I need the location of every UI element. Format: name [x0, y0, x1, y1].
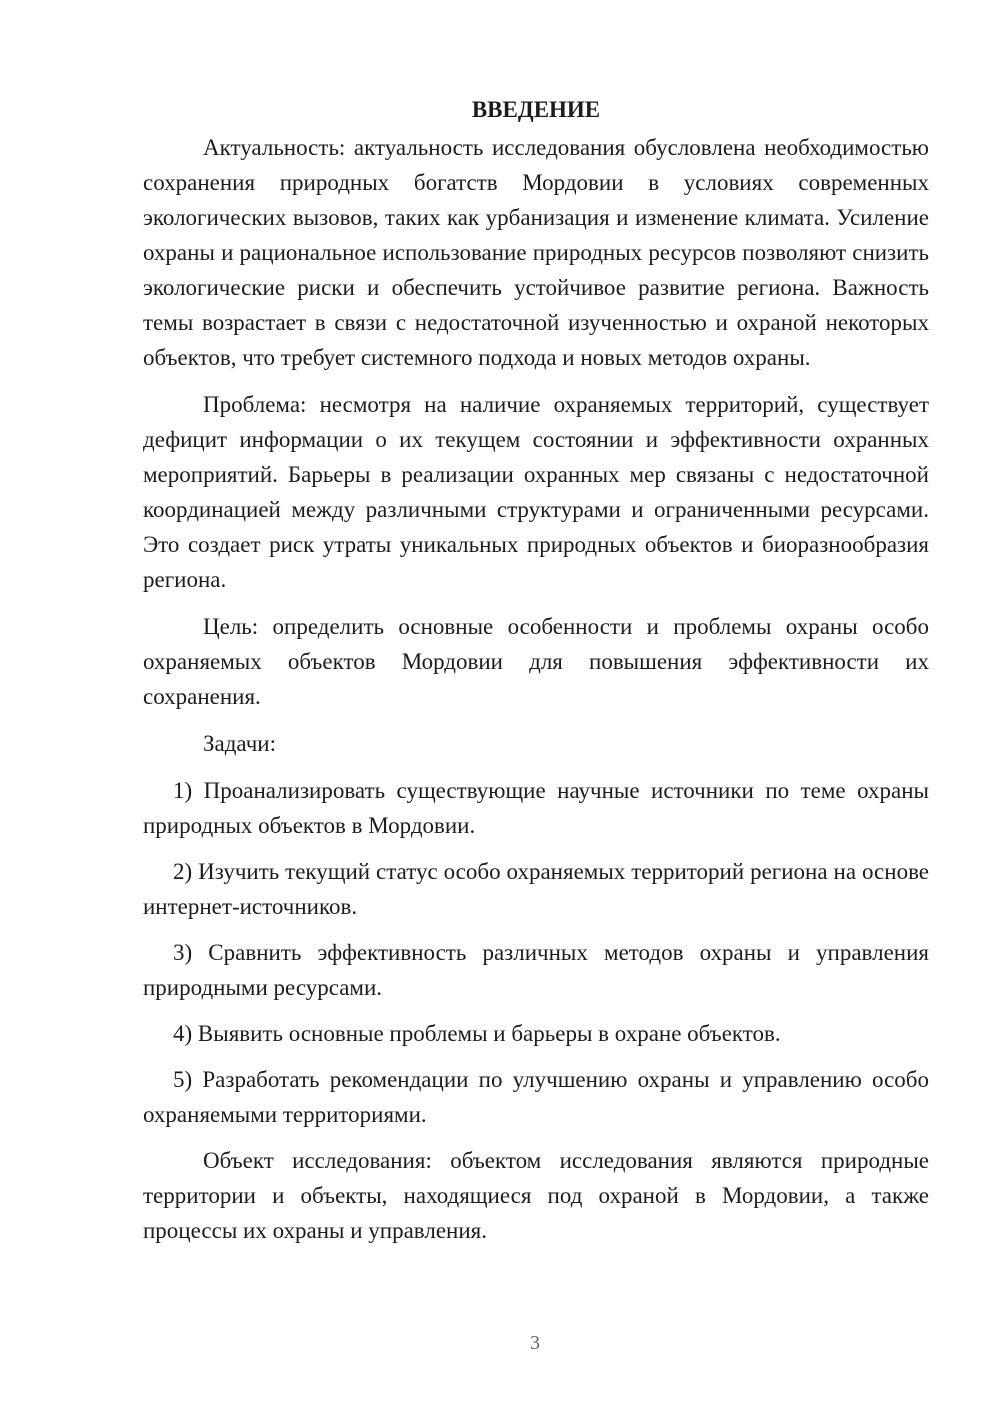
task-item-2: 2) Изучить текущий статус особо охраняемых территорий региона на основе интернет-источников.: [143, 859, 929, 919]
tasks-heading: Задачи:: [203, 731, 276, 756]
task-item-5: 5) Разработать рекомендации по улучшению охраны и управлению особо охраняемыми территориями.: [143, 1067, 929, 1127]
page-number: 3: [530, 1332, 540, 1354]
paragraph-object: Объект исследования: объектом исследования являются природные территории и объекты, находящиеся под охраной в Мордовии, а также процессы их охраны и управления.: [143, 1148, 929, 1243]
paragraph-goal: Цель: определить основные особенности и проблемы охраны особо охраняемых объектов Мордовии для повышения эффективности их сохранения.: [143, 614, 929, 709]
section-title: ВВЕДЕНИЕ: [471, 97, 601, 122]
paragraph-relevance: Актуальность: актуальность исследования обусловлена необходимостью сохранения природных богатств Мордовии в условиях современных экологических вызовов, таких как урбанизация и изменение климата. Усиление охраны и рациональное использование природных ресурсов позволяют снизить экологические риски и обеспечить устойчивое развитие региона. Важность темы возрастает в связи с недостаточной изученностью и охраной некоторых объектов, что требует системного подхода и новых методов охраны.: [143, 135, 929, 370]
page-content: [143, 95, 929, 1260]
paragraph-problem: Проблема: несмотря на наличие охраняемых территорий, существует дефицит информации о их текущем состоянии и эффективности охранных мероприятий. Барьеры в реализации охранных мер связаны с недостаточной координацией между различными структурами и ограниченными ресурсами. Это создает риск утраты уникальных природных объектов и биоразнообразия региона.: [143, 392, 929, 592]
task-item-4: 4) Выявить основные проблемы и барьеры в охране объектов.: [173, 1021, 781, 1046]
task-item-1: 1) Проанализировать существующие научные источники по теме охраны природных объектов в Мордовии.: [143, 778, 929, 838]
task-item-3: 3) Сравнить эффективность различных методов охраны и управления природными ресурсами.: [143, 940, 929, 1000]
